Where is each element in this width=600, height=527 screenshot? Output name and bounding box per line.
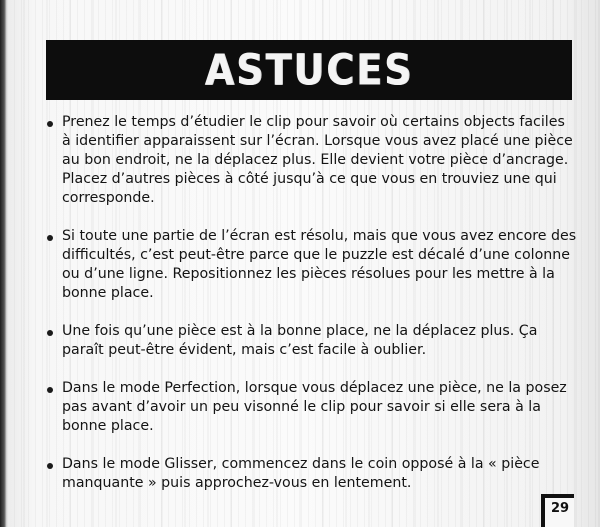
bullet-icon [47,330,53,336]
tip-text: Dans le mode Glisser, commencez dans le coin opposé à la « pièce manquante » puis approchez-vous en lentement. [62,456,540,491]
page-binding-edge [0,0,7,527]
page-title: ASTUCES [204,45,414,95]
tips-list [38,113,578,512]
bullet-icon [47,121,53,127]
title-banner [46,40,572,100]
tip-item [38,379,578,436]
bullet-icon [47,235,53,241]
tip-item [38,322,578,360]
tip-text: Si toute une partie de l’écran est résolu, mais que vous avez encore des difficultés, c’est peut-être parce que le puzzle est décalé d’une colonne ou d’une ligne. Repositionnez les pièces résolues pour les mettre à la bonne place. [62,228,577,301]
tip-text: Une fois qu’une pièce est à la bonne place, ne la déplacez plus. Ça paraît peut-être évident, mais c’est facile à oublier. [62,323,538,358]
tip-text: Prenez le temps d’étudier le clip pour savoir où certains objects faciles à identifier apparaissent sur l’écran. Lorsque vous avez placé une pièce au bon endroit, ne la déplacez plus. Elle devient votre pièce d’ancrage. Placez d’autres pièces à côté jusqu’à ce que vous en trouviez une qui corresponde. [62,114,573,206]
bullet-icon [47,387,53,393]
tip-text: Dans le mode Perfection, lorsque vous déplacez une pièce, ne la posez pas avant d’avoir un peu visonné le clip pour savoir si elle sera à la bonne place. [62,380,567,434]
tip-item [38,455,578,493]
tip-item [38,113,578,208]
page-number-box [541,494,574,527]
tip-item [38,227,578,303]
bullet-icon [47,463,53,469]
page-number: 29 [551,501,570,516]
